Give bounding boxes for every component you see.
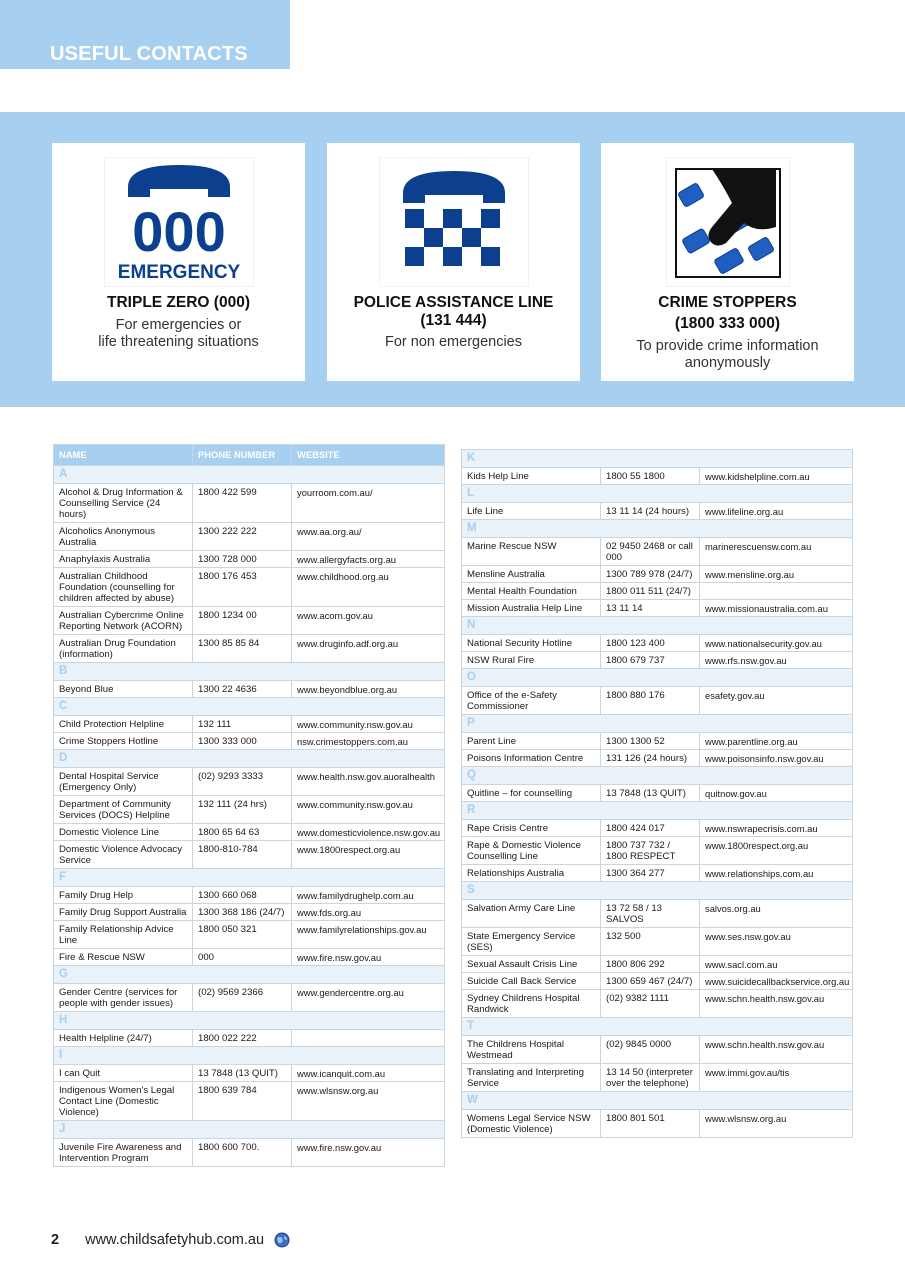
contact-phone: 1300 333 000	[193, 733, 292, 750]
contact-phone: 1300 364 277	[601, 865, 700, 882]
contact-website[interactable]: www.lifeline.org.au	[700, 503, 853, 520]
contact-name: Sydney Childrens Hospital Randwick	[462, 990, 601, 1018]
contact-name: Translating and Interpreting Service	[462, 1064, 601, 1092]
card-subtitle-line-2: anonymously	[684, 355, 771, 371]
contact-website[interactable]: www.missionaustralia.com.au	[700, 600, 853, 617]
table-row	[54, 733, 445, 750]
contact-website[interactable]: www.familydrughelp.com.au	[292, 887, 445, 904]
contact-phone: 132 111	[193, 716, 292, 733]
contact-website[interactable]: www.beyondblue.org.au	[292, 681, 445, 698]
logo-number: 000	[131, 200, 226, 263]
section-letter-row	[54, 966, 445, 984]
table-row	[462, 733, 853, 750]
contact-name: Suicide Call Back Service	[462, 973, 601, 990]
contact-website[interactable]: www.nationalsecurity.gov.au	[700, 635, 853, 652]
contact-name: Mission Australia Help Line	[462, 600, 601, 617]
contact-website[interactable]: www.schn.health.nsw.gov.au	[700, 990, 853, 1018]
table-row	[54, 921, 445, 949]
contact-phone: 000	[193, 949, 292, 966]
section-letter-row	[54, 1121, 445, 1139]
card-title: CRIME STOPPERS	[658, 294, 797, 311]
contact-name: Anaphylaxis Australia	[54, 551, 193, 568]
contact-phone: 1300 789 978 (24/7)	[601, 566, 700, 583]
section-letter: Q	[462, 767, 853, 785]
contact-website[interactable]: www.gendercentre.org.au	[292, 984, 445, 1012]
contact-name: Gender Centre (services for people with gender issues)	[54, 984, 193, 1012]
contact-phone: 132 500	[601, 928, 700, 956]
section-letter-row	[54, 1012, 445, 1030]
contact-name: Health Helpline (24/7)	[54, 1030, 193, 1047]
page-number: 2	[51, 1232, 60, 1248]
contact-name: Poisons Information Centre	[462, 750, 601, 767]
section-letter-row	[54, 869, 445, 887]
contact-phone: 1300 728 000	[193, 551, 292, 568]
footer-url[interactable]: www.childsafetyhub.com.au	[85, 1232, 265, 1248]
section-letter-row	[462, 767, 853, 785]
contact-name: Kids Help Line	[462, 468, 601, 485]
contact-website[interactable]	[700, 583, 853, 600]
table-row	[54, 607, 445, 635]
contact-website[interactable]: www.rfs.nsw.gov.au	[700, 652, 853, 669]
contacts-table-right	[461, 449, 853, 1138]
table-row	[462, 973, 853, 990]
table-row	[54, 568, 445, 607]
contact-website[interactable]: www.poisonsinfo.nsw.gov.au	[700, 750, 853, 767]
section-letter: G	[54, 966, 445, 984]
table-row	[54, 824, 445, 841]
table-row	[462, 928, 853, 956]
section-letter: M	[462, 520, 853, 538]
contact-website[interactable]: www.community.nsw.gov.au	[292, 716, 445, 733]
contact-phone: 1800 422 599	[193, 484, 292, 523]
table-row	[54, 841, 445, 869]
contact-phone: (02) 9845 0000	[601, 1036, 700, 1064]
contact-phone: 1800 65 64 63	[193, 824, 292, 841]
emergency-000-logo	[104, 157, 254, 287]
section-letter-row	[462, 882, 853, 900]
page-title: USEFUL CONTACTS	[50, 43, 248, 65]
table-row	[462, 635, 853, 652]
table-row	[462, 1036, 853, 1064]
section-letter-row	[54, 750, 445, 768]
section-letter-row	[54, 698, 445, 716]
card-police-assistance	[327, 143, 580, 381]
contact-name: I can Quit	[54, 1065, 193, 1082]
table-header-row	[54, 445, 445, 466]
contact-name: Womens Legal Service NSW (Domestic Violence)	[462, 1110, 601, 1138]
section-letter-row	[462, 1018, 853, 1036]
contacts-table-left	[53, 444, 445, 1167]
section-letter: A	[54, 466, 445, 484]
section-letter: R	[462, 802, 853, 820]
contact-name: Mensline Australia	[462, 566, 601, 583]
contact-website[interactable]: www.1800respect.org.au	[292, 841, 445, 869]
contact-name: Mental Health Foundation	[462, 583, 601, 600]
contact-website[interactable]: www.immi.gov.au/tis	[700, 1064, 853, 1092]
card-crime-stoppers	[601, 143, 854, 381]
contact-website[interactable]: esafety.gov.au	[700, 687, 853, 715]
contact-phone: 1800 123 400	[601, 635, 700, 652]
contact-website[interactable]: yourroom.com.au/	[292, 484, 445, 523]
contact-phone: 131 126 (24 hours)	[601, 750, 700, 767]
table-row	[54, 887, 445, 904]
card-subtitle-line-1: For emergencies or	[115, 317, 242, 333]
section-letter: S	[462, 882, 853, 900]
table-row	[54, 768, 445, 796]
contact-phone: 1300 368 186 (24/7)	[193, 904, 292, 921]
table-row	[462, 750, 853, 767]
contact-website[interactable]: www.fds.org.au	[292, 904, 445, 921]
table-row	[462, 837, 853, 865]
section-letter: K	[462, 450, 853, 468]
section-letter-row	[462, 1092, 853, 1110]
contact-website[interactable]: www.icanquit.com.au	[292, 1065, 445, 1082]
section-letter: C	[54, 698, 445, 716]
table-row	[462, 1110, 853, 1138]
table-row	[54, 681, 445, 698]
contact-name: Marine Rescue NSW	[462, 538, 601, 566]
contact-phone: 1800-810-784	[193, 841, 292, 869]
table-row	[54, 716, 445, 733]
contact-phone: 02 9450 2468 or call 000	[601, 538, 700, 566]
card-subtitle-line-2: life threatening situations	[98, 334, 259, 350]
contact-website[interactable]: www.wlsnsw.org.au	[700, 1110, 853, 1138]
column-header-name: NAME	[54, 445, 193, 466]
contact-phone: 1300 660 068	[193, 887, 292, 904]
contact-phone: 1800 55 1800	[601, 468, 700, 485]
contact-name: NSW Rural Fire	[462, 652, 601, 669]
contact-website[interactable]: salvos.org.au	[700, 900, 853, 928]
contact-phone: 1800 176 453	[193, 568, 292, 607]
table-row	[462, 990, 853, 1018]
contact-website[interactable]: www.schn.health.nsw.gov.au	[700, 1036, 853, 1064]
table-row	[462, 503, 853, 520]
contact-phone: 13 11 14 (24 hours)	[601, 503, 700, 520]
contact-website[interactable]	[292, 1030, 445, 1047]
contact-website[interactable]: www.1800respect.org.au	[700, 837, 853, 865]
section-letter: H	[54, 1012, 445, 1030]
section-letter-row	[54, 466, 445, 484]
contact-name: Australian Childhood Foundation (counselling for children affected by abuse)	[54, 568, 193, 607]
table-row	[462, 865, 853, 882]
table-row	[462, 600, 853, 617]
contact-phone: 132 111 (24 hrs)	[193, 796, 292, 824]
table-row	[462, 538, 853, 566]
contact-name: Dental Hospital Service (Emergency Only)	[54, 768, 193, 796]
contact-phone: 1300 22 4636	[193, 681, 292, 698]
contact-website[interactable]: www.fire.nsw.gov.au	[292, 1139, 445, 1167]
contact-name: Indigenous Women's Legal Contact Line (Domestic Violence)	[54, 1082, 193, 1121]
police-checkered-phone-logo	[379, 157, 529, 287]
footer	[51, 1232, 290, 1248]
table-row	[54, 1065, 445, 1082]
card-title: POLICE ASSISTANCE LINE	[353, 294, 554, 311]
contact-name: Alcohol & Drug Information & Counselling Service (24 hours)	[54, 484, 193, 523]
contact-website[interactable]: www.suicidecallbackservice.org.au	[700, 973, 853, 990]
contact-phone: (02) 9569 2366	[193, 984, 292, 1012]
contact-website[interactable]: www.community.nsw.gov.au	[292, 796, 445, 824]
column-header-website: WEBSITE	[292, 445, 445, 466]
contact-name: Australian Drug Foundation (information)	[54, 635, 193, 663]
section-letter-row	[462, 617, 853, 635]
table-row	[54, 635, 445, 663]
section-letter-row	[462, 715, 853, 733]
contact-phone: 1800 737 732 / 1800 RESPECT	[601, 837, 700, 865]
table-row	[462, 956, 853, 973]
contact-name: Parent Line	[462, 733, 601, 750]
section-letter: L	[462, 485, 853, 503]
table-row	[54, 523, 445, 551]
contact-name: Beyond Blue	[54, 681, 193, 698]
contact-name: Family Relationship Advice Line	[54, 921, 193, 949]
contact-website[interactable]: www.fire.nsw.gov.au	[292, 949, 445, 966]
contact-name: Fire & Rescue NSW	[54, 949, 193, 966]
table-row	[462, 652, 853, 669]
contact-website[interactable]: www.familyrelationships.gov.au	[292, 921, 445, 949]
contact-phone: 1800 050 321	[193, 921, 292, 949]
contact-name: Salvation Army Care Line	[462, 900, 601, 928]
contact-phone: (02) 9293 3333	[193, 768, 292, 796]
contact-website[interactable]: www.health.nsw.gov.auoralhealth	[292, 768, 445, 796]
contact-name: Domestic Violence Advocacy Service	[54, 841, 193, 869]
contact-website[interactable]: www.mensline.org.au	[700, 566, 853, 583]
contact-name: Department of Community Services (DOCS) Helpline	[54, 796, 193, 824]
contact-phone: 1800 424 017	[601, 820, 700, 837]
card-subtitle: For non emergencies	[384, 334, 522, 350]
keypad-finger-logo	[666, 157, 790, 287]
table-row	[54, 484, 445, 523]
contact-name: Domestic Violence Line	[54, 824, 193, 841]
contact-website[interactable]: www.sacl.com.au	[700, 956, 853, 973]
section-letter: D	[54, 750, 445, 768]
contact-name: National Security Hotline	[462, 635, 601, 652]
contact-phone: 13 72 58 / 13 SALVOS	[601, 900, 700, 928]
contact-name: Family Drug Support Australia	[54, 904, 193, 921]
card-subtitle-line-1: To provide crime information	[636, 338, 819, 354]
section-letter: J	[54, 1121, 445, 1139]
card-triple-zero	[52, 143, 305, 381]
table-row	[54, 949, 445, 966]
contact-phone: 1300 659 467 (24/7)	[601, 973, 700, 990]
table-row	[462, 468, 853, 485]
table-row	[462, 687, 853, 715]
section-letter-row	[462, 802, 853, 820]
contact-name: Life Line	[462, 503, 601, 520]
contact-phone: 13 7848 (13 QUIT)	[601, 785, 700, 802]
table-row	[54, 1082, 445, 1121]
table-row	[54, 904, 445, 921]
table-row	[54, 551, 445, 568]
contact-phone: 1800 639 784	[193, 1082, 292, 1121]
table-row	[462, 820, 853, 837]
section-letter-row	[54, 1047, 445, 1065]
card-title: TRIPLE ZERO (000)	[107, 294, 250, 311]
section-letter: O	[462, 669, 853, 687]
contact-phone: 1800 011 511 (24/7)	[601, 583, 700, 600]
section-letter: I	[54, 1047, 445, 1065]
contact-phone: 13 7848 (13 QUIT)	[193, 1065, 292, 1082]
contact-name: Sexual Assault Crisis Line	[462, 956, 601, 973]
contact-website[interactable]: www.allergyfacts.org.au	[292, 551, 445, 568]
contact-name: Quitline – for counselling	[462, 785, 601, 802]
contact-website[interactable]: quitnow.gov.au	[700, 785, 853, 802]
table-row	[54, 1139, 445, 1167]
contact-phone: 1800 1234 00	[193, 607, 292, 635]
contact-phone: 1800 679 737	[601, 652, 700, 669]
section-letter: P	[462, 715, 853, 733]
contact-name: Child Protection Helpline	[54, 716, 193, 733]
emergency-band	[0, 112, 905, 407]
contact-website[interactable]: www.nswrapecrisis.com.au	[700, 820, 853, 837]
contact-website[interactable]: www.kidshelpline.com.au	[700, 468, 853, 485]
contact-name: Crime Stoppers Hotline	[54, 733, 193, 750]
contact-website[interactable]: www.parentline.org.au	[700, 733, 853, 750]
section-letter: N	[462, 617, 853, 635]
contact-name: Family Drug Help	[54, 887, 193, 904]
contact-phone: 1300 85 85 84	[193, 635, 292, 663]
contact-phone: 13 11 14	[601, 600, 700, 617]
contact-name: Juvenile Fire Awareness and Intervention Program	[54, 1139, 193, 1167]
table-row	[462, 785, 853, 802]
globe-icon	[274, 1232, 290, 1248]
contact-phone: 1800 801 501	[601, 1110, 700, 1138]
table-row	[54, 1030, 445, 1047]
contact-name: The Childrens Hospital Westmead	[462, 1036, 601, 1064]
contact-phone: 1300 1300 52	[601, 733, 700, 750]
contact-name: Rape & Domestic Violence Counselling Line	[462, 837, 601, 865]
contact-name: Rape Crisis Centre	[462, 820, 601, 837]
section-letter-row	[54, 663, 445, 681]
contact-phone: 1300 222 222	[193, 523, 292, 551]
contact-name: Office of the e-Safety Commissioner	[462, 687, 601, 715]
contact-phone: 1800 022 222	[193, 1030, 292, 1047]
contact-website[interactable]: www.domesticviolence.nsw.gov.au	[292, 824, 445, 841]
contact-website[interactable]: www.wlsnsw.org.au	[292, 1082, 445, 1121]
table-row	[54, 984, 445, 1012]
section-letter-row	[462, 520, 853, 538]
contact-website[interactable]: www.acorn.gov.au	[292, 607, 445, 635]
table-row	[462, 900, 853, 928]
contact-name: Australian Cybercrime Online Reporting Network (ACORN)	[54, 607, 193, 635]
contact-name: State Emergency Service (SES)	[462, 928, 601, 956]
contact-phone: (02) 9382 1111	[601, 990, 700, 1018]
table-row	[462, 1064, 853, 1092]
table-row	[462, 583, 853, 600]
header-tab	[0, 0, 290, 69]
section-letter: W	[462, 1092, 853, 1110]
section-letter: B	[54, 663, 445, 681]
contact-website[interactable]: www.aa.org.au/	[292, 523, 445, 551]
section-letter-row	[462, 669, 853, 687]
section-letter: F	[54, 869, 445, 887]
contact-website[interactable]: www.ses.nsw.gov.au	[700, 928, 853, 956]
logo-sub: EMERGENCY	[117, 262, 240, 283]
contact-name: Relationships Australia	[462, 865, 601, 882]
contact-website[interactable]: marinerescuensw.com.au	[700, 538, 853, 566]
contact-phone: 1800 880 176	[601, 687, 700, 715]
section-letter-row	[462, 485, 853, 503]
contact-website[interactable]: www.relationships.com.au	[700, 865, 853, 882]
section-letter-row	[462, 450, 853, 468]
section-letter: T	[462, 1018, 853, 1036]
contact-phone: 1800 600 700.	[193, 1139, 292, 1167]
contact-phone: 1800 806 292	[601, 956, 700, 973]
contact-website[interactable]: www.druginfo.adf.org.au	[292, 635, 445, 663]
contact-name: Alcoholics Anonymous Australia	[54, 523, 193, 551]
contact-phone: 13 14 50 (interpreter over the telephone)	[601, 1064, 700, 1092]
table-row	[462, 566, 853, 583]
card-title-number: (131 444)	[420, 312, 487, 329]
column-header-phone: PHONE NUMBER	[193, 445, 292, 466]
contact-website[interactable]: nsw.crimestoppers.com.au	[292, 733, 445, 750]
card-title-number: (1800 333 000)	[674, 315, 781, 332]
contact-website[interactable]: www.childhood.org.au	[292, 568, 445, 607]
table-row	[54, 796, 445, 824]
